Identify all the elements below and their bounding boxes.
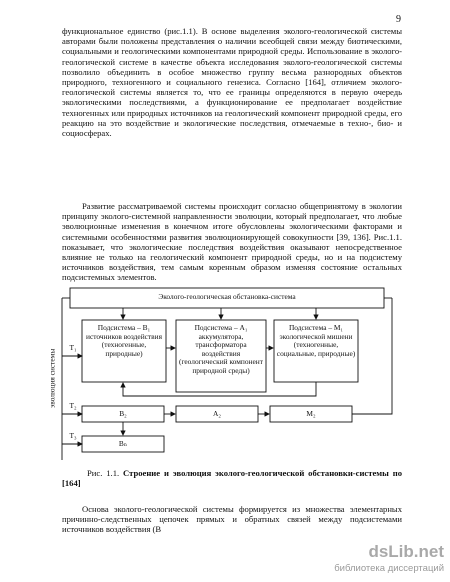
page-number: 9 <box>396 14 401 25</box>
watermark-subtitle: библиотека диссертаций <box>334 563 444 574</box>
t2-label: T₂ <box>69 401 77 410</box>
subsystem-m-label: Подсистема – M₁ экологической мишени (техногенные, социальные, природные) <box>276 323 356 358</box>
caption-prefix: Рис. 1.1. <box>87 468 120 478</box>
paragraph-2: Развитие рассматриваемой системы происходит согласно общепринятому в экологии принципу эколого-системной направленности эволюции, который предполагает, что любые эволюционные изменения в конечном итоге обусловлены экологическими факторами и системными особенностями развития эволюционирующей совокупности [39, 136]. Рис.1.1. показывает, что экологические последствия воздействия оказывают непосредственное влияние не только на геологический компонент природной среды, но и на подсистему источников воздействия, тем самым коренным образом изменяя состояние остальных подсистемных элементов. <box>62 201 402 283</box>
box-a2-label: A₂ <box>213 409 221 418</box>
t1-label: T₁ <box>69 343 77 352</box>
caption-text: Строение и эволюция эколого-геологической обстановки-системы по [164] <box>62 468 402 489</box>
paragraph-3: Основа эколого-геологической системы формируется из множества элементарных причинно-следственных цепочек прямых и обратных связей между подсистемами источников воздействия (В <box>62 504 402 535</box>
box-m2-label: M₂ <box>306 409 316 418</box>
paragraph-1: функциональное единство (рис.1.1). В основе выделения эколого-геологической системы авторами были положены представления о наличии всеобщей связи между биотическими, социальными и геологическими компонентами природной среды. Использование в эколого-геологической системе в качестве объекта исследования эколого-геологической системы позволило объединить в особое множество группу весьма разнородных объектов природного, техногенного и социального генезиса. Согласно [164], отличием эколого-геологической системы является то, что ее границы определяются в первую очередь экологическими последствиями, а функционирование ее предполагает воздействие техногенных или природных источников на геологический компонент природной среды, его реакцию на это воздействие и экологические последствия, отмечаемые в техно-, био- и социосферах. <box>62 26 402 139</box>
top-box-label: Эколого-геологическая обстановка-система <box>158 292 296 301</box>
diagram-figure <box>0 278 450 468</box>
box-bn-label: Bₙ <box>118 439 128 448</box>
subsystem-a-label: Подсистема – A₁ аккумулятора, трансформатора воздействия (геологический компонент природной среды) <box>179 323 263 375</box>
box-b2-label: B₂ <box>119 409 127 418</box>
figure-caption <box>62 468 402 489</box>
evolution-axis-label: эволюция системы <box>47 348 57 408</box>
watermark-logo: dsLib.net <box>368 542 444 561</box>
subsystem-b-label: Подсистема – B₁ источников воздействия (техногенные, природные) <box>85 323 163 358</box>
watermark <box>334 542 444 574</box>
t3-label: T₃ <box>69 431 77 440</box>
